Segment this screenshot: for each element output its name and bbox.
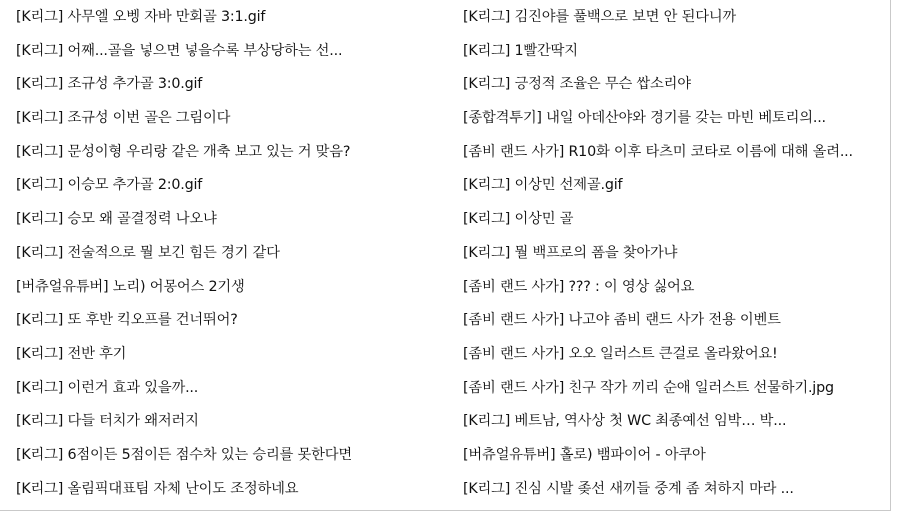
- list-item: [16, 338, 436, 372]
- post-link[interactable]: [K리그] 김진야를 풀백으로 보면 안 된다니까: [463, 9, 737, 25]
- list-item: [16, 136, 436, 170]
- list-item: [16, 35, 436, 69]
- post-link[interactable]: [K리그] 문성이형 우리랑 같은 개축 보고 있는 거 맞음?: [16, 143, 351, 160]
- post-link[interactable]: [K리그] 올림픽대표팀 자체 난이도 조정하네요: [16, 480, 299, 497]
- list-item: [463, 439, 878, 473]
- list-item: [463, 271, 878, 305]
- post-link[interactable]: [K리그] 이승모 추가골 2:0.gif: [16, 177, 203, 194]
- post-link[interactable]: [좀비 랜드 사가] R10화 이후 타츠미 코타로 이름에 대해 올려...: [463, 143, 853, 160]
- list-item: [16, 68, 436, 102]
- list-item: [463, 338, 878, 372]
- list-item: [16, 1, 436, 35]
- list-item: [463, 304, 878, 338]
- list-item: [16, 405, 436, 439]
- post-link[interactable]: [버츄얼유튜버] 홀로) 뱀파이어 - 아쿠아: [463, 446, 706, 463]
- list-item: [463, 405, 878, 439]
- post-link[interactable]: [K리그] 이상민 골: [463, 211, 574, 228]
- list-item: [463, 169, 878, 203]
- post-link[interactable]: [K리그] 조규성 이번 골은 그림이다: [16, 110, 231, 127]
- list-item: [16, 169, 436, 203]
- post-link[interactable]: [K리그] 6점이든 5점이든 점수차 있는 승리를 못한다면: [16, 446, 353, 463]
- list-item: [463, 68, 878, 102]
- list-item: [463, 35, 878, 69]
- list-item: [463, 136, 878, 170]
- post-link[interactable]: [버츄얼유튜버] 노리) 어몽어스 2기생: [16, 278, 245, 295]
- list-item: [16, 203, 436, 237]
- post-link[interactable]: [좀비 랜드 사가] 나고야 좀비 랜드 사가 전용 이벤트: [463, 312, 781, 329]
- post-link[interactable]: [K리그] 승모 왜 골결정력 나오냐: [16, 211, 217, 228]
- post-link[interactable]: [K리그] 어째...골을 넣으면 넣을수록 부상당하는 선...: [16, 42, 343, 59]
- list-item: [463, 473, 878, 507]
- post-link[interactable]: [K리그] 진심 시발 좆선 새끼들 중계 좀 쳐하지 마라 ...: [463, 480, 794, 497]
- post-list-left: [16, 0, 436, 506]
- post-link[interactable]: [K리그] 사무엘 오벵 자바 만회골 3:1.gif: [16, 9, 266, 25]
- list-item: [463, 1, 878, 35]
- post-link[interactable]: [K리그] 전반 후기: [16, 345, 127, 362]
- post-link[interactable]: [K리그] 다들 터치가 왜저러지: [16, 413, 199, 430]
- list-item: [463, 102, 878, 136]
- post-link[interactable]: [K리그] 베트남, 역사상 첫 WC 최종예선 임박… 박...: [463, 413, 787, 430]
- list-item: [16, 102, 436, 136]
- post-link[interactable]: [K리그] 조규성 추가골 3:0.gif: [16, 76, 203, 93]
- post-list-right: [463, 0, 878, 506]
- post-link[interactable]: [K리그] 이런거 효과 있을까...: [16, 379, 199, 396]
- list-item: [463, 237, 878, 271]
- post-link[interactable]: [K리그] 긍정적 조율은 무슨 쌉소리야: [463, 76, 691, 93]
- post-link[interactable]: [좀비 랜드 사가] ??? : 이 영상 싫어요: [463, 278, 695, 295]
- post-link[interactable]: [좀비 랜드 사가] 오오 일러스트 큰걸로 올라왔어요!: [463, 345, 778, 362]
- list-item: [16, 237, 436, 271]
- post-link[interactable]: [K리그] 뭘 백프로의 폼을 찾아가냐: [463, 244, 678, 261]
- post-link[interactable]: [K리그] 1빨간딱지: [463, 42, 578, 59]
- list-item: [463, 372, 878, 406]
- list-item: [16, 304, 436, 338]
- post-link[interactable]: [종합격투기] 내일 아데산야와 경기를 갖는 마빈 베토리의...: [463, 110, 826, 127]
- list-item: [16, 372, 436, 406]
- list-item: [463, 203, 878, 237]
- list-item: [16, 473, 436, 507]
- post-link[interactable]: [좀비 랜드 사가] 친구 작가 끼리 순애 일러스트 선물하기.jpg: [463, 379, 834, 396]
- post-link[interactable]: [K리그] 또 후반 킥오프를 건너뛰어?: [16, 312, 238, 329]
- post-link[interactable]: [K리그] 전술적으로 뭘 보긴 힘든 경기 같다: [16, 244, 280, 261]
- list-item: [16, 439, 436, 473]
- list-item: [16, 271, 436, 305]
- post-link[interactable]: [K리그] 이상민 선제골.gif: [463, 177, 623, 194]
